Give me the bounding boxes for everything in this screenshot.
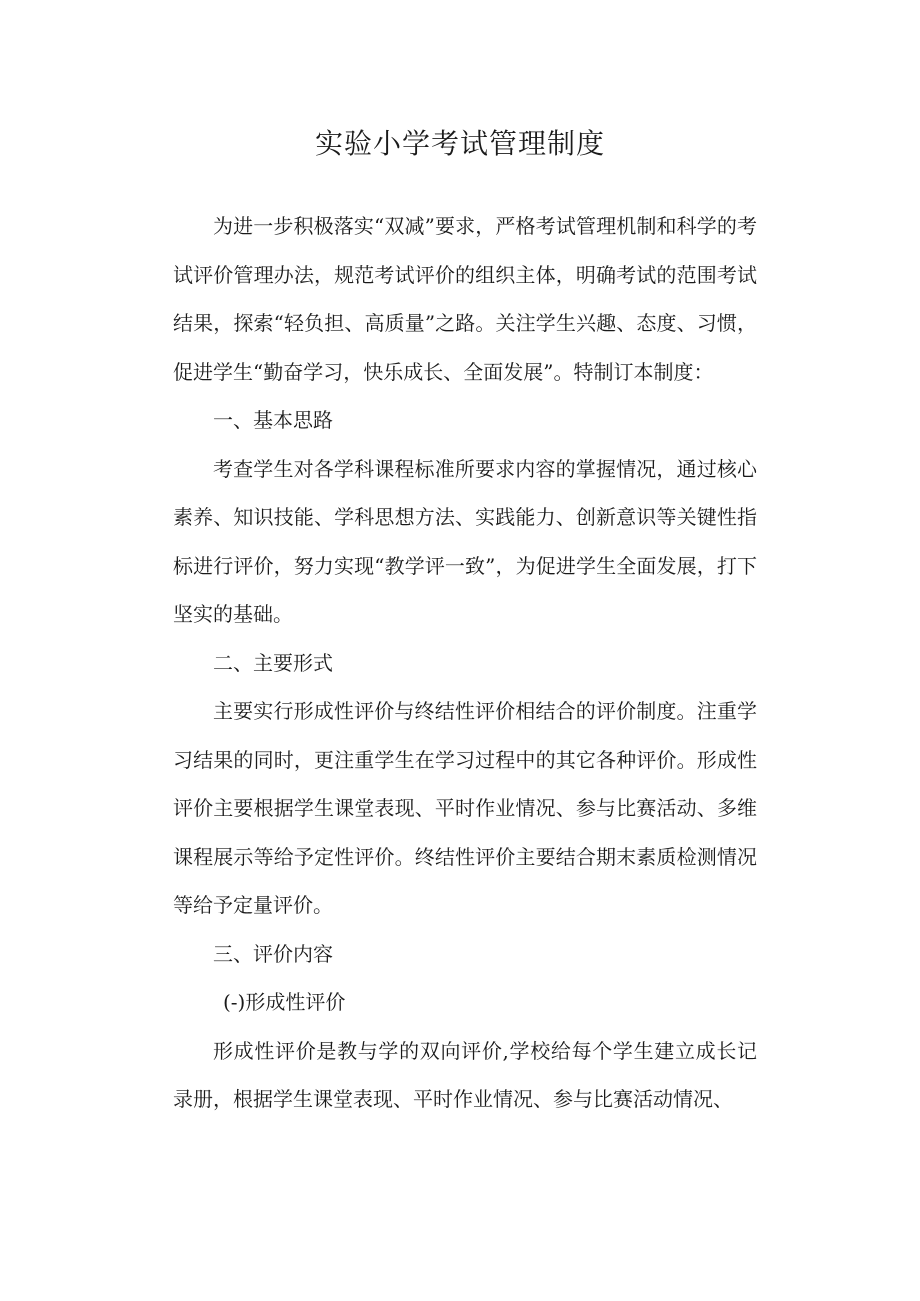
main-forms-paragraph: 主要实行形成性评价与终结性评价相结合的评价制度。注重学习结果的同时，更注重学生在学习过程中的其它各种评价。形成性评价主要根据学生课堂表现、平时作业情况、参与比赛活动、多维课程展示等给予定性评价。终结性评价主要结合期末素质检测情况等给予定量评价。 xyxy=(173,699,757,917)
section-heading-main-forms: 二、主要形式 xyxy=(213,650,333,675)
document-body xyxy=(173,202,757,1124)
subsection-heading-formative-evaluation: (-)形成性评价 xyxy=(223,990,346,1014)
section-heading-evaluation-content: 三、评价内容 xyxy=(213,941,333,966)
basic-approach-paragraph: 考查学生对各学科课程标准所要求内容的掌握情况，通过核心素养、知识技能、学科思想方法、实践能力、创新意识等关键性指标进行评价，努力实现“教学评一致”，为促进学生全面发展，打下坚实的基础。 xyxy=(173,456,757,626)
intro-paragraph: 为进一步积极落实“双减”要求，严格考试管理机制和科学的考试评价管理办法，规范考试评价的组织主体，明确考试的范围考试结果，探索“轻负担、高质量”之路。关注学生兴趣、态度、习惯，促进学生“勤奋学习，快乐成长、全面发展”。特制订本制度： xyxy=(173,214,757,384)
formative-evaluation-paragraph: 形成性评价是教与学的双向评价,学校给每个学生建立成长记录册，根据学生课堂表现、平时作业情况、参与比赛活动情况、 xyxy=(173,1038,757,1111)
document-title: 实验小学考试管理制度 xyxy=(314,127,605,160)
section-heading-basic-approach: 一、基本思路 xyxy=(213,408,333,432)
